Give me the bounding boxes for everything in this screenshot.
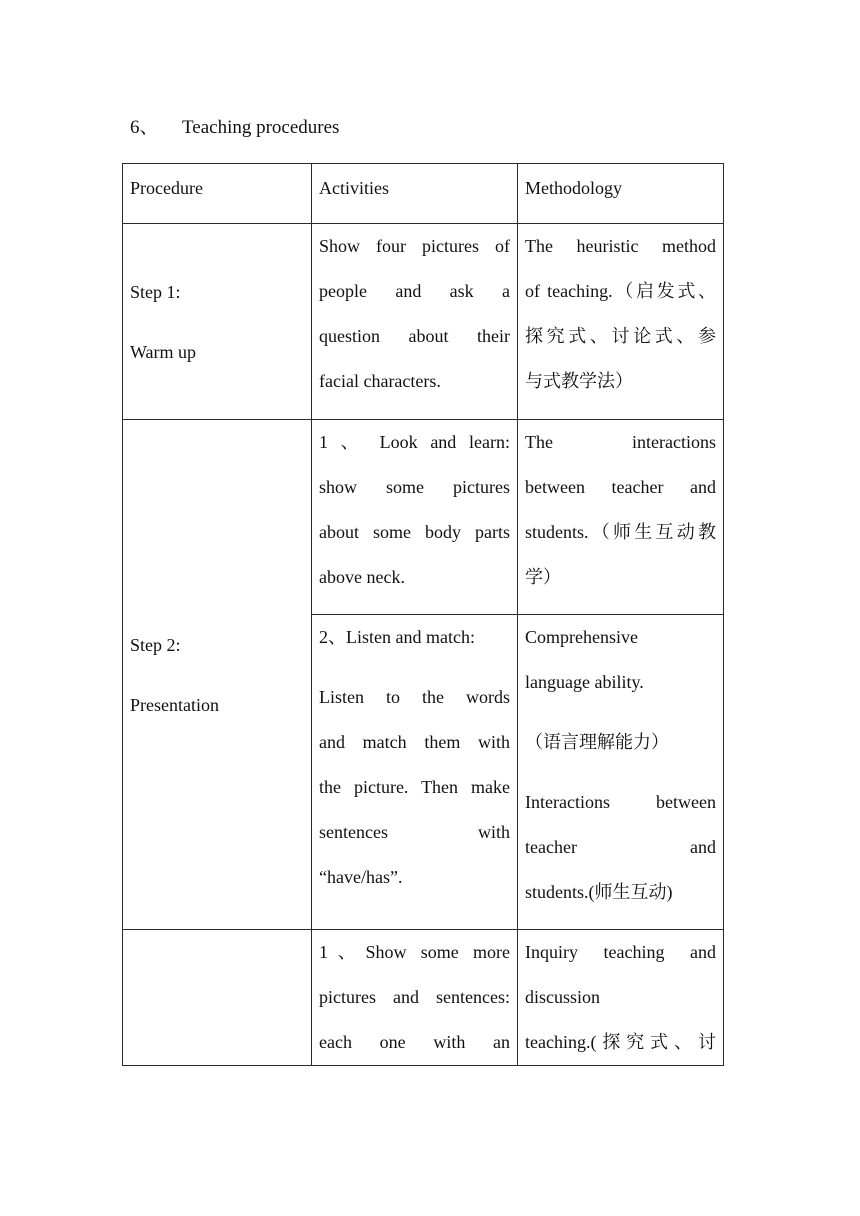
step1-activity-line: facial characters.: [319, 371, 441, 391]
step2-activity2-title: 2、Listen and match:: [319, 627, 475, 647]
procedures-table: [122, 163, 724, 1066]
step3-activity-line: each one with an: [319, 1032, 510, 1052]
step1-method-line: 探究式、讨论式、参: [525, 326, 716, 346]
step2-method2-line: teacher and: [525, 837, 716, 857]
step2-activity1-cell: [312, 420, 518, 615]
section-title: Teaching procedures: [182, 117, 340, 138]
step1-method-line: 与式教学法）: [525, 371, 633, 391]
step1-label: Step 1:: [130, 281, 181, 302]
step2-procedure-cell: [123, 420, 312, 930]
step1-activity-line: question about their: [319, 326, 510, 346]
step3-row: [123, 930, 724, 1066]
step2-activity2-line: and match them with: [319, 732, 510, 752]
step2-name: Presentation: [130, 694, 219, 715]
step2-activity1-line: above neck.: [319, 567, 405, 587]
step3-method-line: Inquiry teaching and: [525, 942, 716, 962]
step3-activity-cell: [312, 930, 518, 1066]
step1-row: [123, 224, 724, 420]
step1-method-line: The heuristic method: [525, 236, 716, 256]
step2-method2-line: Interactions between: [525, 792, 716, 812]
step1-activity-line: Show four pictures of: [319, 236, 510, 256]
step2-activity2-cell: [312, 615, 518, 930]
step3-activity-line: pictures and sentences:: [319, 987, 510, 1007]
step2-label: Step 2:: [130, 634, 181, 655]
step2-method1-line: between teacher and: [525, 477, 716, 497]
step2-activity2-line: “have/has”.: [319, 867, 403, 887]
step1-activity-cell: [312, 224, 518, 420]
step3-procedure-cell: [123, 930, 312, 1066]
section-heading: [130, 114, 339, 142]
step1-method-line: of teaching.（启发式、: [525, 281, 716, 301]
step2-activity2-line: Listen to the words: [319, 687, 510, 707]
section-number: 6、: [130, 117, 159, 138]
step2-method2-cell: [518, 615, 724, 930]
step2-activity1-line: 1 、 Look and learn:: [319, 432, 510, 452]
step2-method1-cell: [518, 420, 724, 615]
header-methodology: Methodology: [518, 164, 724, 224]
step2-activity1-line: about some body parts: [319, 522, 510, 542]
step2-row-1: [123, 420, 724, 615]
step2-method1-line: students.（师生互动教: [525, 522, 716, 542]
step2-method2-line: Comprehensive: [525, 627, 638, 647]
step2-activity2-line: the picture. Then make: [319, 777, 510, 797]
header-row: [123, 164, 724, 224]
step3-method-line: teaching.(探究式、讨: [525, 1032, 716, 1052]
step2-method1-line: 学）: [525, 567, 561, 587]
step2-method2-line: language ability.: [525, 672, 644, 692]
step2-method2-line: students.(师生互动): [525, 882, 673, 902]
step2-method1-line: The interactions: [525, 432, 716, 452]
step1-name: Warm up: [130, 341, 197, 362]
header-procedure: Procedure: [123, 164, 312, 224]
header-activities: Activities: [312, 164, 518, 224]
step3-method-line: discussion: [525, 987, 601, 1007]
step3-method-cell: [518, 930, 724, 1066]
step1-activity-line: people and ask a: [319, 281, 510, 301]
step3-activity-line: 1、Show some more: [319, 942, 510, 962]
step1-procedure-cell: [123, 224, 312, 420]
step2-activity1-line: show some pictures: [319, 477, 510, 497]
step2-method2-note: （语言理解能力）: [525, 732, 669, 752]
step1-method-cell: [518, 224, 724, 420]
step2-activity2-line: sentences with: [319, 822, 510, 842]
